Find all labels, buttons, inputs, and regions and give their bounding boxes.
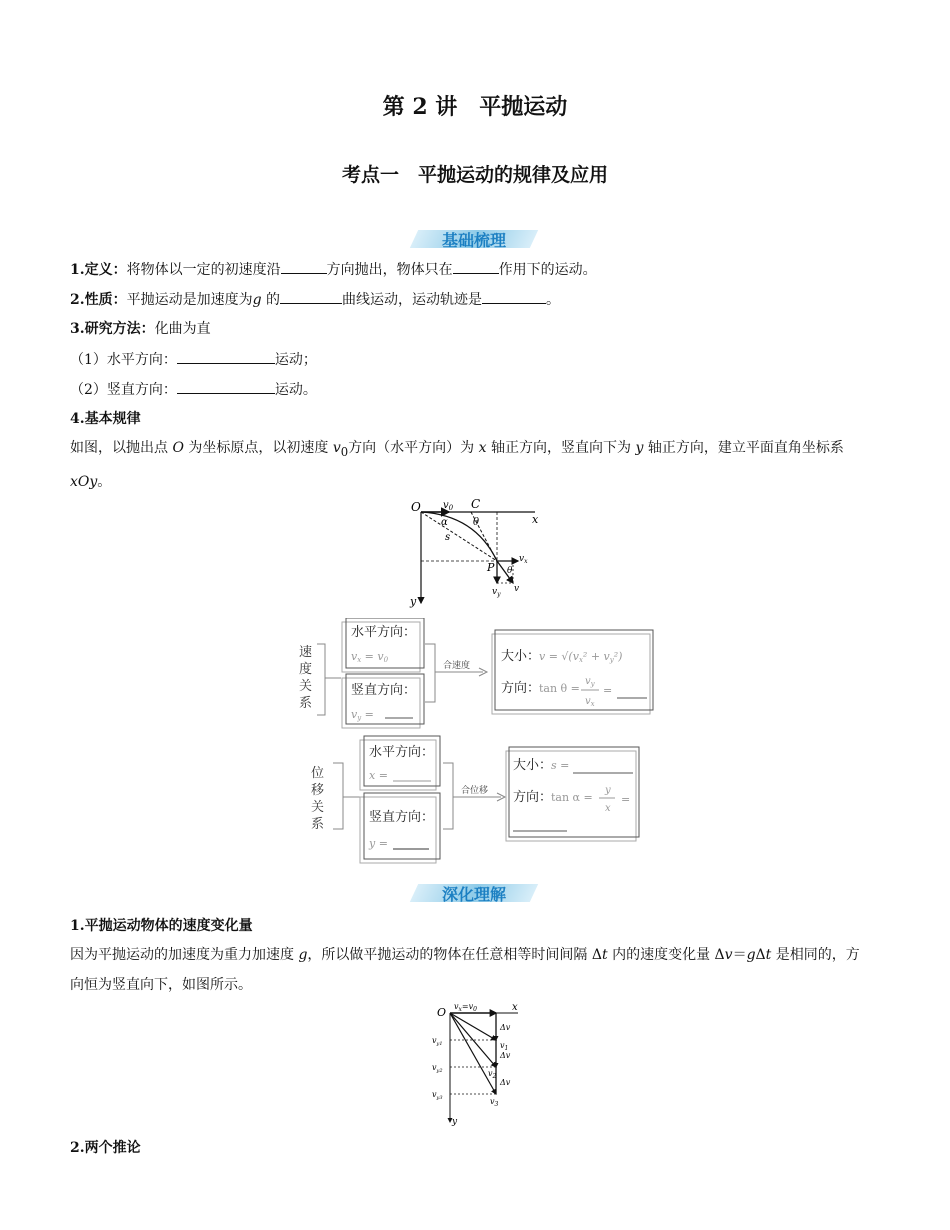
direction-formula: tan θ =	[539, 682, 580, 695]
two-corollaries-heading	[70, 1138, 141, 1158]
text: 。	[546, 292, 561, 308]
direction-label: 方向：	[501, 681, 541, 696]
text: 。	[97, 473, 112, 490]
variable: t	[765, 947, 772, 963]
group-label-char: 关	[299, 679, 313, 694]
group-label-char: 系	[299, 696, 313, 711]
fill-blank[interactable]	[177, 379, 275, 394]
item-number: 4	[70, 411, 80, 427]
direction-formula: tan α =	[551, 791, 593, 804]
text: 为坐标原点，以初速度	[183, 440, 333, 456]
text: 是相同的，方向恒为竖直向下，如图所示。	[70, 947, 860, 993]
label-x: x	[512, 1002, 518, 1013]
variable: v	[332, 440, 341, 456]
group-label-char: 速	[299, 645, 313, 660]
left-bracket	[317, 644, 341, 715]
projectile-figure	[395, 495, 555, 610]
label-O: O	[411, 500, 421, 514]
definition-line	[70, 259, 597, 280]
text: （2）竖直方向：	[70, 382, 177, 398]
text: ＝	[732, 947, 747, 963]
item-label: .定义：	[79, 262, 127, 278]
v1-arrow	[450, 1013, 496, 1040]
equals: =	[603, 684, 613, 697]
text: 化曲为直	[154, 321, 211, 337]
label-C: C	[471, 497, 481, 511]
banner-deepen	[414, 882, 534, 904]
velocity-change-description	[70, 940, 870, 1000]
vertical-title: 竖直方向：	[369, 810, 435, 825]
fill-blank[interactable]	[482, 289, 546, 304]
variable: O	[172, 440, 184, 456]
label-vx: $v_x$	[519, 554, 528, 565]
magnitude-label: 大小：	[501, 649, 541, 664]
item-number: 3	[70, 321, 80, 337]
magnitude-label: 大小：	[513, 758, 553, 773]
frac-numerator: y	[605, 785, 611, 796]
section-title: 考点一 平抛运动的规律及应用	[341, 164, 608, 186]
label-dv1: Δv	[500, 1023, 511, 1032]
item-number: 2	[70, 1140, 80, 1156]
label-vx: $v_x=v_0$	[454, 1002, 477, 1013]
text: 运动；	[274, 352, 317, 368]
magnitude-formula: s =	[551, 759, 570, 772]
label-v2: $v_2$	[488, 1069, 497, 1080]
variable: v	[724, 947, 733, 963]
displacement-line	[421, 512, 497, 561]
vertical-displacement-box	[360, 797, 436, 863]
horizontal-formula: x =	[369, 769, 388, 782]
group-label-char: 系	[311, 817, 325, 832]
velocity-change-heading	[70, 916, 253, 936]
combine-label: 合速度	[443, 661, 471, 671]
left-bracket	[333, 763, 360, 829]
label-v1: $v_1$	[500, 1041, 509, 1052]
equals: =	[621, 793, 631, 806]
label-dv2: Δv	[500, 1051, 511, 1060]
frac-denominator: x	[605, 803, 611, 814]
item-label: .平抛运动物体的速度变化量	[79, 918, 253, 934]
item-number: 1	[70, 918, 80, 934]
label-theta: θ	[473, 517, 480, 528]
text: 的	[261, 292, 281, 308]
text: Δ	[755, 947, 766, 963]
fill-blank[interactable]	[281, 259, 327, 274]
label-s: s	[445, 532, 451, 543]
text: 如图，以抛出点	[70, 440, 173, 456]
combine-label: 合位移	[461, 786, 489, 796]
item-label: .性质：	[79, 292, 127, 308]
label-alpha: α	[441, 517, 448, 528]
method-line	[70, 319, 211, 339]
item-label: .两个推论	[79, 1140, 141, 1156]
text: 方向抛出，物体只在	[326, 262, 453, 278]
horizontal-title: 水平方向：	[351, 625, 417, 640]
text: 轴正方向，建立平面直角坐标系	[643, 440, 844, 456]
text: 曲线运动，运动轨迹是	[342, 292, 483, 308]
horizontal-formula: vx = v0	[351, 650, 389, 664]
variable: x	[478, 440, 487, 456]
variable: g	[746, 947, 756, 963]
label-dv3: Δv	[500, 1078, 511, 1087]
vertical-formula: y =	[369, 837, 388, 850]
horizontal-direction-line	[70, 349, 317, 370]
text: 平抛运动是加速度为	[126, 292, 253, 308]
label-vy2: $v_{y2}$	[432, 1063, 443, 1074]
variable: xOy	[70, 473, 98, 490]
fill-blank[interactable]	[453, 259, 499, 274]
result-box	[492, 634, 650, 714]
group-label-char: 关	[311, 800, 325, 815]
vertical-title: 竖直方向：	[351, 683, 417, 698]
fill-blank[interactable]	[177, 349, 275, 364]
variable: y	[635, 440, 644, 456]
label-P: P	[487, 561, 495, 574]
text: ，所以做平抛运动的物体在任意相等时间间隔 Δ	[307, 947, 602, 963]
label-O: O	[437, 1006, 447, 1019]
text: 因为平抛运动的加速度为重力加速度	[70, 947, 299, 963]
label-x: x	[532, 513, 539, 526]
fill-blank[interactable]	[280, 289, 342, 304]
variable: g	[298, 947, 308, 963]
text: 方向（水平方向）为	[348, 440, 479, 456]
banner-deepen-label: 深化理解	[441, 885, 506, 904]
group-label-char: 移	[311, 783, 325, 798]
label-vy1: $v_{y1}$	[432, 1036, 443, 1047]
v2-arrow	[450, 1013, 496, 1067]
right-bracket	[443, 763, 501, 829]
basic-law-heading	[70, 409, 141, 429]
frac-numerator: $v_y$	[585, 676, 595, 688]
label-vy: $v_y$	[492, 587, 501, 598]
text: 轴正方向，竖直向下为	[486, 440, 636, 456]
label-y: y	[452, 1117, 458, 1127]
item-label: .研究方法：	[79, 321, 155, 337]
item-number: 1	[70, 262, 80, 278]
text: 作用下的运动。	[498, 262, 597, 278]
vertical-formula: vy =	[351, 708, 374, 722]
vertical-direction-line	[70, 379, 317, 400]
label-v: v	[514, 584, 520, 594]
banner-basics-label: 基础梳理	[441, 231, 506, 250]
text: 内的速度变化量 Δ	[607, 947, 725, 963]
label-y: y	[410, 595, 417, 608]
banner-basics	[414, 228, 534, 250]
text: 将物体以一定的初速度沿	[126, 262, 281, 278]
item-number: 2	[70, 292, 80, 308]
basic-law-description	[70, 433, 870, 497]
label-vy3: $v_{y3}$	[432, 1090, 443, 1101]
property-line	[70, 289, 560, 310]
group-label-char: 度	[299, 662, 313, 677]
magnitude-formula: v = √(vx² + vy²)	[539, 650, 623, 664]
item-label: .基本规律	[79, 411, 141, 427]
velocity-relation-diagram	[295, 618, 655, 730]
velocity-change-figure	[430, 998, 530, 1128]
right-bracket	[425, 644, 483, 702]
text: （1）水平方向：	[70, 352, 177, 368]
frac-denominator: $v_x$	[585, 696, 595, 708]
label-v0: $v_0$	[443, 500, 454, 512]
displacement-relation-diagram	[305, 735, 645, 865]
v3-arrow	[450, 1013, 496, 1094]
lecture-title: 第 2 讲 平抛运动	[382, 94, 568, 120]
subscript: 0	[340, 444, 349, 459]
horizontal-title: 水平方向：	[369, 745, 435, 760]
direction-label: 方向：	[513, 790, 553, 805]
text: 运动。	[274, 382, 317, 398]
label-theta-2: θ	[507, 566, 513, 576]
label-v3: $v_3$	[490, 1097, 499, 1108]
variable: t	[601, 947, 608, 963]
group-label-char: 位	[311, 766, 325, 781]
variable-g: g	[252, 292, 262, 308]
